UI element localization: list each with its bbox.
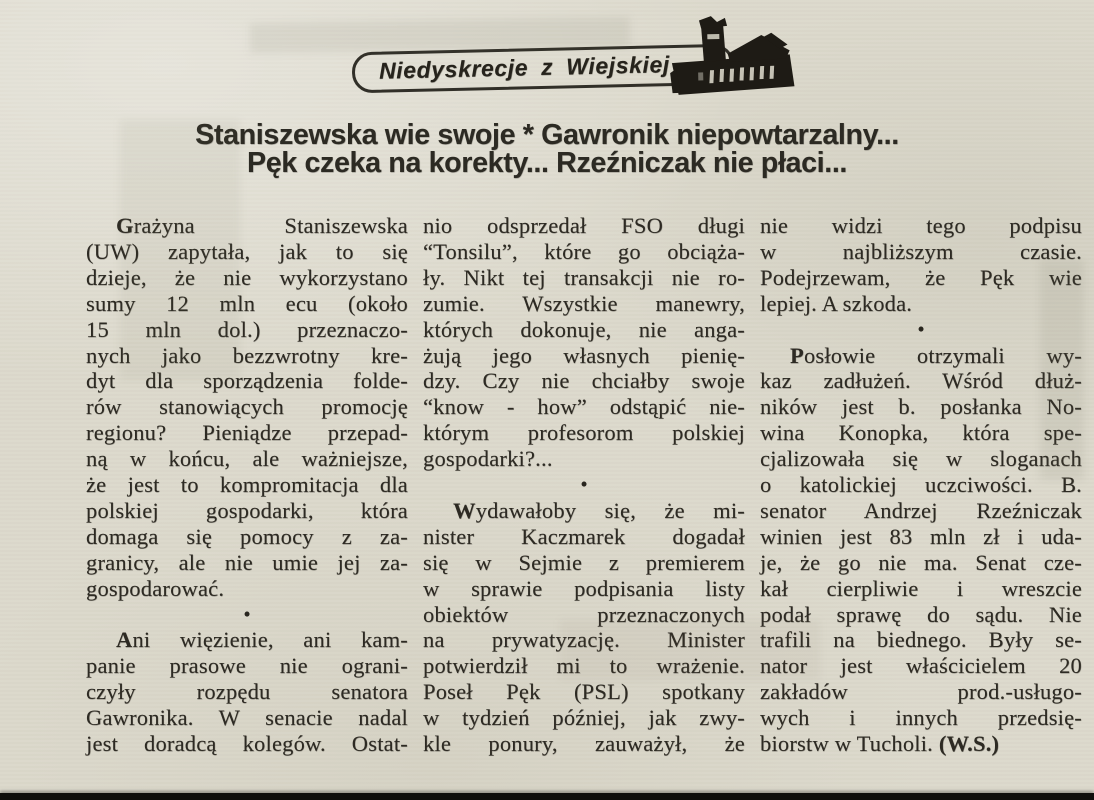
text-line: Podejrzewam, że Pęk wie: [760, 264, 1082, 290]
text-line: winien jest 83 mln zł i uda-: [760, 523, 1082, 549]
text-line: senator Andrzej Rzeźniczak: [760, 497, 1082, 523]
paragraph: [760, 343, 1082, 758]
text-line: nych jako bezzwrotny kre-: [86, 342, 408, 368]
paragraph: [86, 213, 408, 602]
text-line: podał sprawę do sądu. Nie: [760, 601, 1082, 627]
text-line: kaz zadłużeń. Wśród dłuż-: [760, 368, 1082, 394]
article-column-3: [760, 213, 1082, 757]
sejm-building-icon: [667, 10, 797, 99]
text-line: Grażyna Staniszewska: [116, 213, 408, 238]
article-column-1: [86, 213, 408, 757]
text-line: kał cierpliwie i wreszcie: [760, 575, 1082, 601]
text-line: cjalizowała się w sloganach: [760, 446, 1082, 472]
text-line: w sprawie podpisania listy: [423, 575, 745, 601]
article-body: [86, 213, 1082, 757]
paragraph: [423, 498, 745, 757]
text-line: którym profesorom polskiej: [423, 420, 745, 446]
text-line: dyt dla sporządzenia folde-: [86, 368, 408, 394]
paragraph-separator-bullet: •: [917, 316, 925, 341]
text-line: potwierdził mi to wrażenie.: [423, 653, 745, 679]
section-banner: [352, 44, 735, 94]
text-line: kle ponury, zauważył, że: [423, 731, 745, 757]
text-line: dzieje, że nie wykorzystano: [86, 264, 408, 290]
text-line: żują jego własnych pienię-: [423, 342, 745, 368]
text-line: ników jest b. posłanka No-: [760, 394, 1082, 420]
headline-line-2: Pęk czeka na korekty... Rzeźniczak nie płaci...: [246, 146, 848, 179]
text-line: jest doradcą kolegów. Ostat-: [86, 731, 408, 757]
text-line: nister Kaczmarek dogadał: [423, 523, 745, 549]
text-line: biorstw w Tucholi. (W.S.): [760, 731, 1000, 757]
text-line: że jest to kompromitacja dla: [86, 472, 408, 498]
text-line: obiektów przeznaczonych: [423, 601, 745, 627]
text-line: granicy, ale nie umie jej za-: [86, 549, 408, 575]
text-line: je, że go nie ma. Senat cze-: [760, 549, 1082, 575]
text-line: się w Sejmie z premierem: [423, 549, 745, 575]
text-line: zumie. Wszystkie manewry,: [423, 290, 745, 316]
article-headline: [5, 119, 1088, 179]
text-line: wina Konopka, która spe-: [760, 420, 1082, 446]
text-line: “know - how” odstąpić nie-: [423, 394, 745, 420]
text-line: w tydzień później, jak zwy-: [423, 705, 745, 731]
text-line: których dokonuje, nie anga-: [423, 316, 745, 342]
text-line: gospodarować.: [86, 575, 225, 601]
text-line: wych i innych przedsię-: [760, 705, 1082, 731]
paragraph: [86, 627, 408, 757]
text-line: lepiej. A szkoda.: [760, 290, 913, 316]
text-line: na prywatyzację. Minister: [423, 627, 745, 653]
text-line: nie widzi tego podpisu: [760, 213, 1082, 238]
text-line: rów stanowiących promocję: [86, 394, 408, 420]
scan-edge-band: [0, 793, 1094, 800]
text-line: panie prasowe nie ograni-: [86, 653, 408, 679]
text-line: “Tonsilu”, które go obciąża-: [423, 238, 745, 264]
text-line: ły. Nikt tej transakcji nie ro-: [423, 264, 745, 290]
text-line: domaga się pomocy z za-: [86, 523, 408, 549]
paragraph-separator-bullet: •: [580, 472, 588, 497]
text-line: nator jest właścicielem 20: [760, 653, 1082, 679]
text-line: czyły rozpędu senatora: [86, 679, 408, 705]
text-line: sumy 12 mln ecu (około: [86, 290, 408, 316]
text-line: ną w końcu, ale ważniejsze,: [86, 446, 408, 472]
text-line: Wydawałoby się, że mi-: [453, 497, 745, 523]
paragraph: [423, 213, 745, 472]
text-line: Poseł Pęk (PSL) spotkany: [423, 679, 745, 705]
text-line: o katolickiej uczciwości. B.: [760, 472, 1082, 498]
text-line: trafili na biednego. Były se-: [760, 627, 1082, 653]
section-banner-label: Niedyskrecje z Wiejskiej: [378, 51, 671, 84]
text-line: nio odsprzedał FSO długi: [423, 213, 745, 238]
text-line: dzy. Czy nie chciałby swoje: [423, 368, 745, 394]
text-line: gospodarki?...: [423, 446, 553, 472]
headline-line-1: Staniszewska wie swoje * Gawronik niepowtarzalny...: [195, 119, 899, 151]
text-line: regionu? Pieniądze przepad-: [86, 420, 408, 446]
text-line: Gawronika. W senacie nadal: [86, 705, 408, 731]
paragraph-separator-bullet: •: [243, 601, 251, 626]
text-line: (UW) zapytała, jak to się: [86, 238, 408, 264]
text-line: Ani więzienie, ani kam-: [116, 627, 408, 653]
paragraph: [760, 213, 1082, 317]
text-line: w najbliższym czasie.: [760, 238, 1082, 264]
article-column-2: [423, 213, 745, 757]
text-line: zakładów prod.-usługo-: [760, 679, 1082, 705]
text-line: polskiej gospodarki, która: [86, 497, 408, 523]
text-line: Posłowie otrzymali wy-: [790, 342, 1082, 368]
text-line: 15 mln dol.) przeznaczo-: [86, 316, 408, 342]
